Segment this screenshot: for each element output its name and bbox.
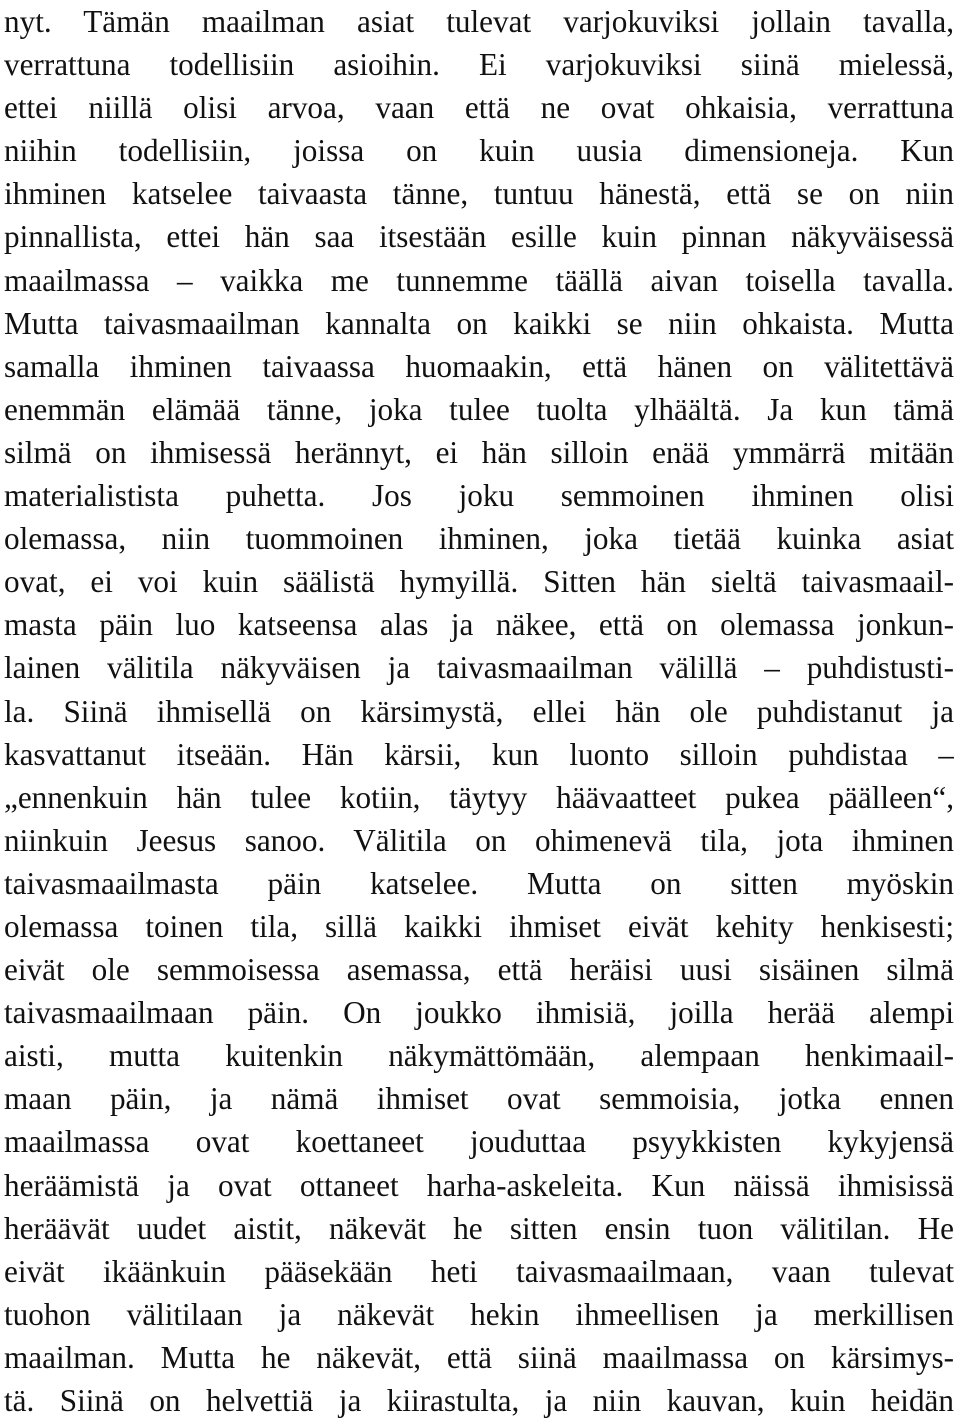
text-line: Mutta taivasmaailman kannalta on kaikki se niin ohkaista. Mutta xyxy=(4,305,954,341)
text-line: aisti, mutta kuitenkin näkymättömään, alempaan henkimaail- xyxy=(4,1038,954,1074)
text-line: nyt. Tämän maailman asiat tulevat varjokuviksi jollain tavalla, xyxy=(4,4,954,39)
text-line: eivät ikäänkuin pääsekään heti taivasmaailmaan, vaan tulevat xyxy=(4,1253,954,1289)
document-page xyxy=(4,0,954,1422)
text-line: maailmassa – vaikka me tunnemme täällä aivan toisella tavalla. xyxy=(4,262,954,298)
text-line: ihminen katselee taivaasta tänne, tuntuu hänestä, että se on niin xyxy=(4,176,954,212)
text-line: enemmän elämää tänne, joka tulee tuolta ylhäältä. Ja kun tämä xyxy=(4,391,954,427)
text-line: maailmassa ovat koettaneet jouduttaa psyykkisten kykyjensä xyxy=(4,1124,954,1160)
text-line: ovat, ei voi kuin säälistä hymyillä. Sitten hän sieltä taivasmaail- xyxy=(4,564,954,600)
text-line: olemassa, niin tuommoinen ihminen, joka tietää kuinka asiat xyxy=(4,521,954,557)
text-line: silmä on ihmisessä herännyt, ei hän silloin enää ymmärrä mitään xyxy=(4,434,954,470)
text-line: taivasmaailmasta päin katselee. Mutta on sitten myöskin xyxy=(4,865,954,901)
text-line: niihin todellisiin, joissa on kuin uusia dimensioneja. Kun xyxy=(4,133,954,169)
text-line: samalla ihminen taivaassa huomaakin, että hänen on välitettävä xyxy=(4,348,954,384)
text-line: masta päin luo katseensa alas ja näkee, että on olemassa jonkun- xyxy=(4,607,954,643)
text-line: maan päin, ja nämä ihmiset ovat semmoisia, jotka ennen xyxy=(4,1081,954,1117)
text-line: niinkuin Jeesus sanoo. Välitila on ohimenevä tila, jota ihminen xyxy=(4,822,954,858)
text-line: ettei niillä olisi arvoa, vaan että ne ovat ohkaisia, verrattuna xyxy=(4,90,954,126)
text-line: pinnallista, ettei hän saa itsestään esille kuin pinnan näkyväisessä xyxy=(4,219,954,255)
text-line: heräämistä ja ovat ottaneet harha-askeleita. Kun näissä ihmisissä xyxy=(4,1167,954,1203)
text-line: eivät ole semmoisessa asemassa, että heräisi uusi sisäinen silmä xyxy=(4,952,954,988)
text-line: tuohon välitilaan ja näkevät hekin ihmeellisen ja merkillisen xyxy=(4,1296,954,1332)
text-line: verrattuna todellisiin asioihin. Ei varjokuviksi siinä mielessä, xyxy=(4,47,954,83)
text-line: taivasmaailmaan päin. On joukko ihmisiä, joilla herää alempi xyxy=(4,995,954,1031)
text-line: kasvattanut itseään. Hän kärsii, kun luonto silloin puhdistaa – xyxy=(4,736,954,772)
text-line: „ennenkuin hän tulee kotiin, täytyy häävaatteet pukea päälleen“, xyxy=(4,779,954,815)
text-line: heräävät uudet aistit, näkevät he sitten ensin tuon välitilan. He xyxy=(4,1210,954,1246)
text-line: tä. Siinä on helvettiä ja kiirastulta, ja niin kauvan, kuin heidän xyxy=(4,1383,954,1418)
text-line: lainen välitila näkyväisen ja taivasmaailman välillä – puhdistusti- xyxy=(4,650,954,686)
text-line: materialistista puhetta. Jos joku semmoinen ihminen olisi xyxy=(4,478,954,514)
text-line: la. Siinä ihmisellä on kärsimystä, ellei hän ole puhdistanut ja xyxy=(4,693,954,729)
text-line: maailman. Mutta he näkevät, että siinä maailmassa on kärsimys- xyxy=(4,1339,954,1375)
text-line: olemassa toinen tila, sillä kaikki ihmiset eivät kehity henkisesti; xyxy=(4,908,954,944)
